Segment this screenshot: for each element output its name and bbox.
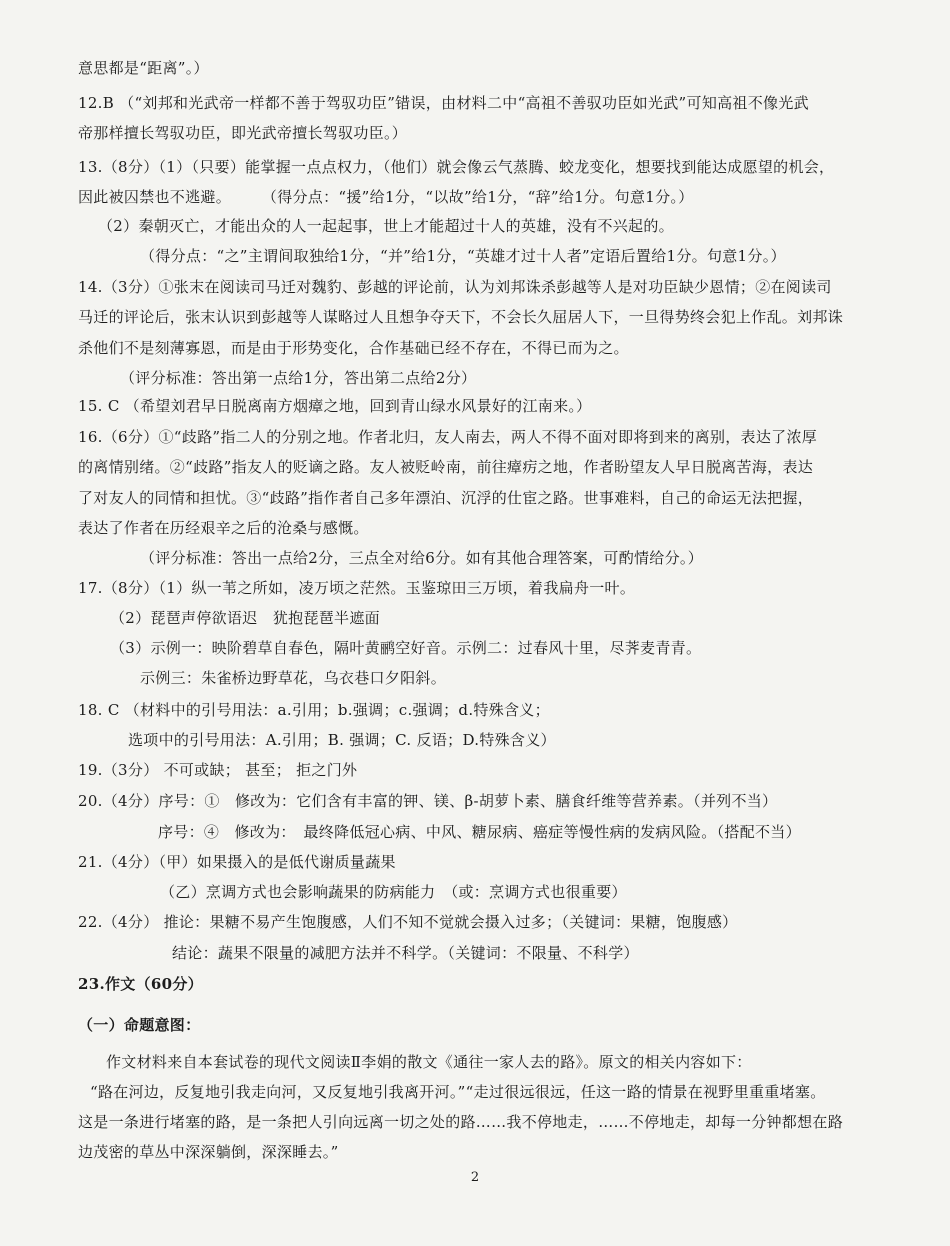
scoring-note: （评分标准：答出一点给2分，三点全对给6分。如有其他合理答案，可酌情给分。） [140,549,703,567]
text-line: 作文材料来自本套试卷的现代文阅读Ⅱ李娟的散文《通往一家人去的路》。原文的相关内容如下： [106,1053,752,1071]
answer-14: 14.（3分）①张末在阅读司马迁对魏豹、彭越的评论前，认为刘邦诛杀彭越等人是对功臣缺少恩情；②在阅读司 [78,278,832,296]
answer-18: 18. C （材料中的引号用法：a.引用；b.强调；c.强调；d.特殊含义； [78,701,550,719]
text-line: 表达了作者在历经艰辛之后的沧桑与感慨。 [78,519,369,537]
text-line: 意思都是“距离”。） [78,59,209,77]
text-line: 示例三：朱雀桥边野草花，乌衣巷口夕阳斜。 [140,669,447,687]
answer-16: 16.（6分）①“歧路”指二人的分别之地。作者北归，友人南去，两人不得不面对即将到来的离别，表达了浓厚 [78,428,818,446]
text-line: （2）琵琶声停欲语迟 犹抱琵琶半遮面 [110,609,380,627]
text-line: 了对友人的同情和担忧。③“歧路”指作者自己多年漂泊、沉浮的仕宦之路。世事难料，自己的命运无法把握， [78,489,814,507]
quote-line: “路在河边，反复地引我走向河，又反复地引我离开河。”“走过很远很远，任这一路的情景在视野里重重堵塞。 [90,1083,826,1101]
answer-23-heading: 23.作文（60分） [78,975,203,993]
text-line: 的离情别绪。②“歧路”指友人的贬谪之路。友人被贬岭南，前往瘴疠之地，作者盼望友人早日脱离苦海，表达 [78,458,814,476]
text-line: 因此被囚禁也不逃避。 （得分点：“援”给1分，“以故”给1分，“辞”给1分。句意1分。） [78,188,694,206]
quote-line: 这是一条进行堵塞的路，是一条把人引向远离一切之处的路……我不停地走，……不停地走，却每一分钟都想在路 [78,1113,844,1131]
text-line: 杀他们不是刻薄寡恩，而是由于形势变化，合作基础已经不存在，不得已而为之。 [78,339,629,357]
scoring-note: （得分点：“之”主谓间取独给1分，“并”给1分，“英雄才过十人者”定语后置给1分。句意1分。） [140,247,786,265]
answer-22: 22.（4分） 推论：果糖不易产生饱腹感，人们不知不觉就会摄入过多；（关键词：果糖，饱腹感） [78,913,738,931]
text-line: 序号：④ 修改为： 最终降低冠心病、中风、糖尿病、癌症等慢性病的发病风险。（搭配不当） [158,823,801,841]
text-line: （2）秦朝灭亡，才能出众的人一起起事，世上才能超过十人的英雄，没有不兴起的。 [98,217,674,235]
scoring-note: （评分标准：答出第一点给1分，答出第二点给2分） [120,369,477,387]
text-line: 帝那样擅长驾驭功臣，即光武帝擅长驾驭功臣。） [78,124,408,142]
page-number: 2 [470,1170,480,1185]
text-line: 马迁的评论后，张末认识到彭越等人谋略过人且想争夺天下，不会长久屈居人下，一旦得势终会犯上作乱。刘邦诛 [78,308,844,326]
answer-20: 20.（4分）序号：① 修改为：它们含有丰富的钾、镁、β-胡萝卜素、膳食纤维等营养素。（并列不当） [78,792,778,810]
answer-12: 12.B （“刘邦和光武帝一样都不善于驾驭功臣”错误，由材料二中“高祖不善驭功臣如光武”可知高祖不像光武 [78,94,809,112]
text-line: （3）示例一：映阶碧草自春色，隔叶黄鹂空好音。示例二：过春风十里，尽荠麦青青。 [110,639,702,657]
text-line: 选项中的引号用法：A.引用；B. 强调；C. 反语；D.特殊含义） [128,731,556,749]
text-line: （乙）烹调方式也会影响蔬果的防病能力 （或：烹调方式也很重要） [160,883,627,901]
section-heading: （一）命题意图： [78,1016,201,1034]
quote-line: 边茂密的草丛中深深躺倒，深深睡去。” [78,1143,339,1161]
answer-21: 21.（4分）（甲）如果摄入的是低代谢质量蔬果 [78,853,396,871]
answer-13: 13.（8分）（1）（只要）能掌握一点点权力，（他们）就会像云气蒸腾、蛟龙变化，想要找到能达成愿望的机会， [78,158,835,176]
text-line: 结论：蔬果不限量的减肥方法并不科学。（关键词：不限量、不科学） [172,944,639,962]
answer-17: 17.（8分）（1）纵一苇之所如，凌万顷之茫然。玉鉴琼田三万顷，着我扁舟一叶。 [78,579,636,597]
answer-19: 19.（3分） 不可或缺； 甚至； 拒之门外 [78,761,358,779]
answer-15: 15. C （希望刘君早日脱离南方烟瘴之地，回到青山绿水风景好的江南来。） [78,397,592,415]
